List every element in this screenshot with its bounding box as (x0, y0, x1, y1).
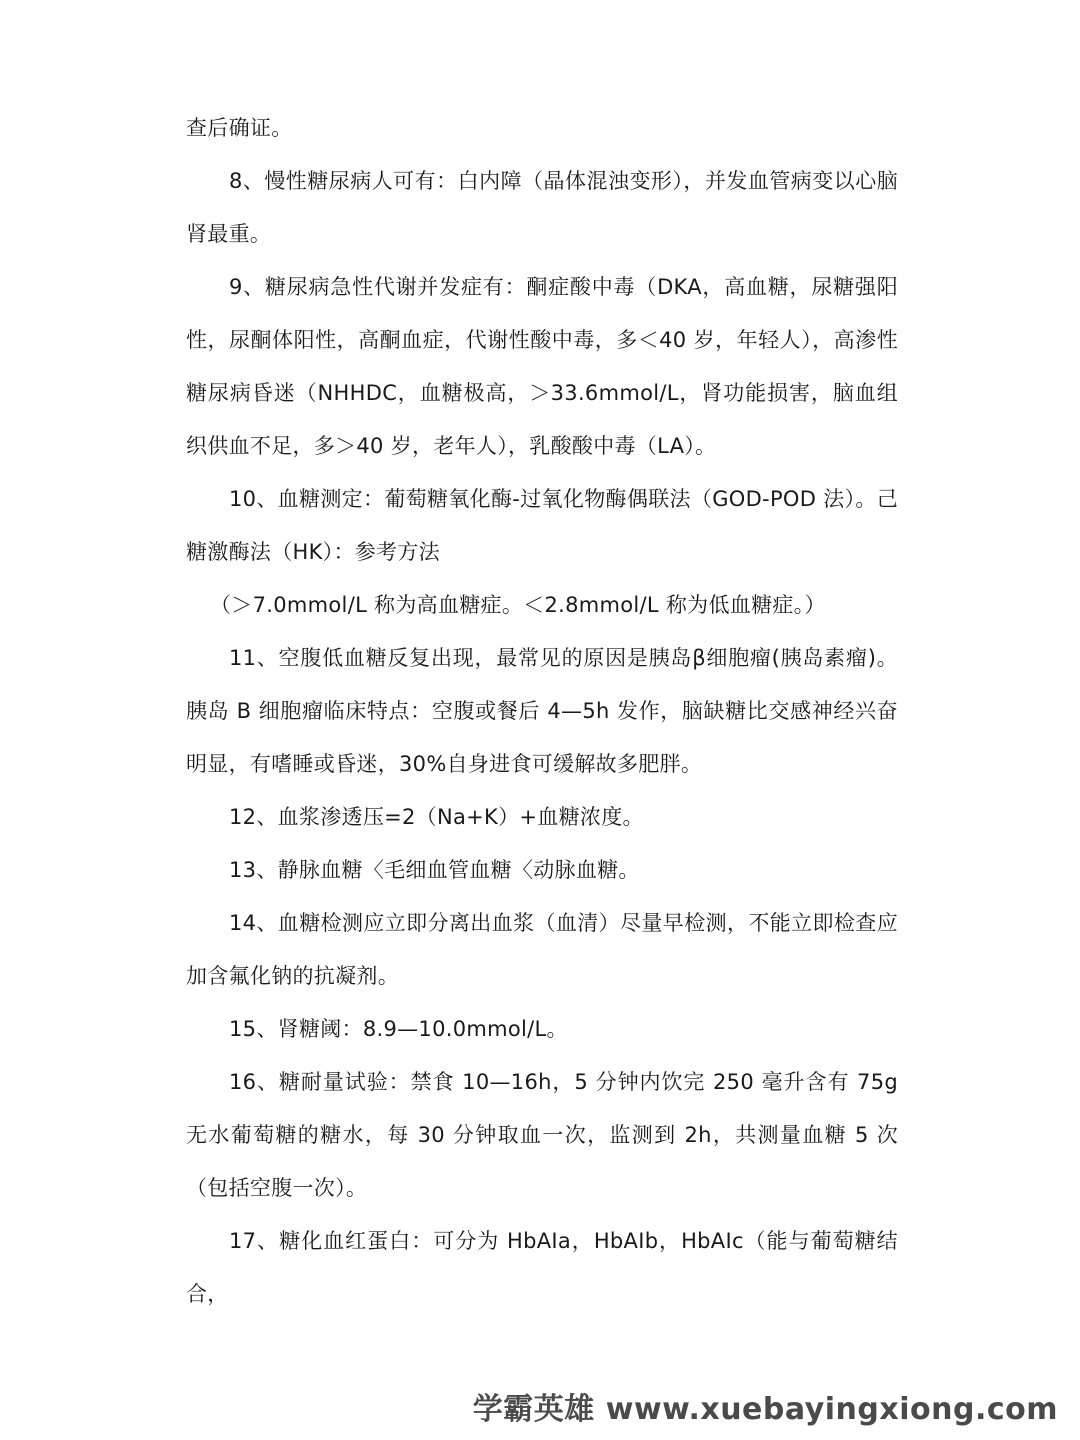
document-body (186, 102, 898, 1321)
paragraph-item-8: 8、慢性糖尿病人可有：白内障（晶体混浊变形），并发血管病变以心脑肾最重。 (186, 169, 898, 246)
site-watermark: 学霸英雄 www.xuebayingxiong.com (472, 1392, 1058, 1427)
paragraph-item-10: 10、血糖测定：葡萄糖氧化酶-过氧化物酶偶联法（GOD-POD 法）。己糖激酶法（HK）：参考方法 (186, 487, 898, 564)
paragraph-item-15: 15、肾糖阈：8.9—10.0mmol/L。 (229, 1017, 568, 1041)
paragraph-item-16: 16、糖耐量试验：禁食 10—16h，5 分钟内饮完 250 毫升含有 75g 无水葡萄糖的糖水，每 30 分钟取血一次，监测到 2h，共测量血糖 5 次（包括空腹一次）。 (186, 1070, 898, 1200)
paragraph-item-13: 13、静脉血糖〈毛细血管血糖〈动脉血糖。 (229, 858, 640, 882)
paragraph-reference-range: （＞7.0mmol/L 称为高血糖症。＜2.8mmol/L 称为低血糖症。） (210, 593, 826, 617)
paragraph-item-12: 12、血浆渗透压=2（Na+K）+血糖浓度。 (229, 805, 644, 829)
paragraph-item-17: 17、糖化血红蛋白：可分为 HbAIa，HbAIb，HbAIc（能与葡萄糖结合， (186, 1229, 898, 1306)
paragraph-continuation: 查后确证。 (186, 116, 293, 140)
paragraph-item-11: 11、空腹低血糖反复出现，最常见的原因是胰岛β细胞瘤(胰岛素瘤)。胰岛 B 细胞瘤临床特点：空腹或餐后 4—5h 发作，脑缺糖比交感神经兴奋明显，有嗜睡或昏迷，30%自身进食可缓解故多肥胖。 (186, 646, 898, 776)
paragraph-item-9: 9、糖尿病急性代谢并发症有：酮症酸中毒（DKA，高血糖，尿糖强阳性，尿酮体阳性，高酮血症，代谢性酸中毒，多＜40 岁，年轻人），高渗性糖尿病昏迷（NHHDC，血糖极高，＞33.6mmol/L，肾功能损害，脑血组织供血不足，多＞40 岁，老年人），乳酸酸中毒（LA）。 (186, 275, 898, 458)
paragraph-item-14: 14、血糖检测应立即分离出血浆（血清）尽量早检测，不能立即检查应加含氟化钠的抗凝剂。 (186, 911, 898, 988)
